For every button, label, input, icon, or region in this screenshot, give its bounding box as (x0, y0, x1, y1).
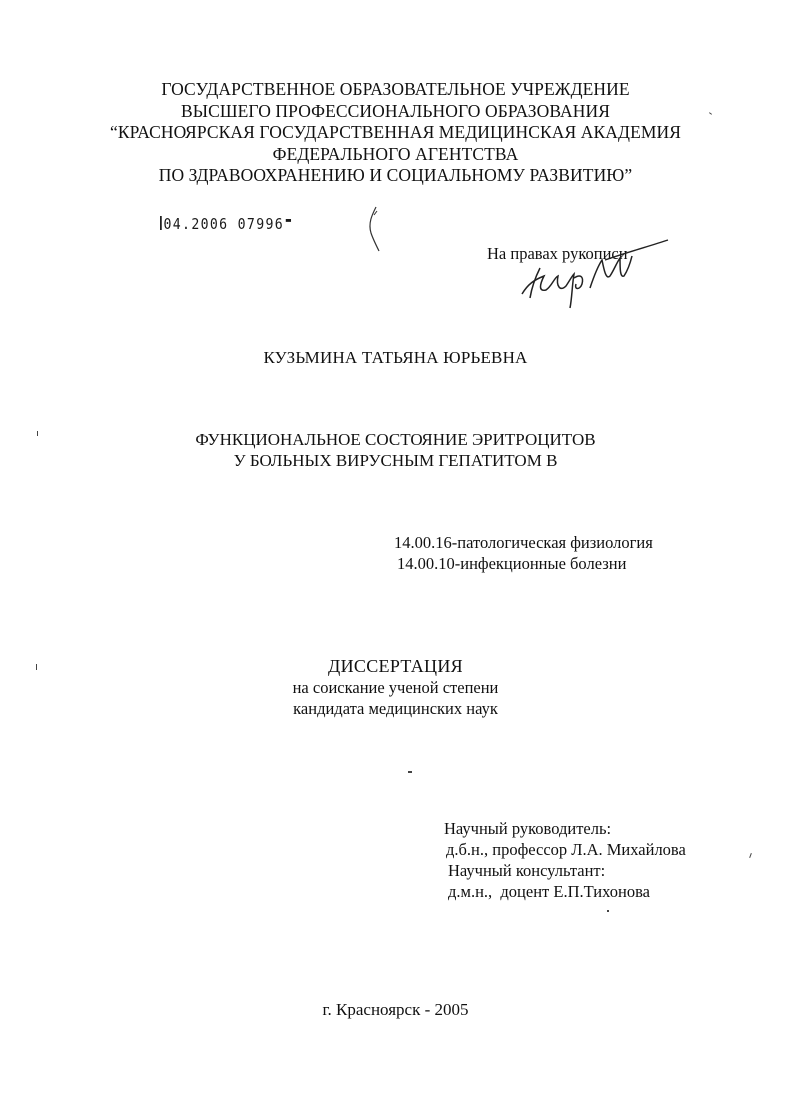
manuscript-label: На правах рукописи (487, 244, 628, 263)
institution-line: “КРАСНОЯРСКАЯ ГОСУДАРСТВЕННАЯ МЕДИЦИНСКАЯ АКАДЕМИЯ (109, 122, 682, 142)
specialty-codes (394, 532, 653, 574)
scan-speck (749, 853, 752, 858)
degree-line: кандидата медицинских наук (293, 699, 498, 718)
specialty-item: 14.00.16-патологическая физиология (394, 533, 653, 552)
institution-header (0, 79, 791, 187)
consultant-label: Научный консультант: (448, 861, 606, 880)
dissertation-title (0, 429, 791, 471)
scan-speck (607, 910, 609, 912)
stamp-number: 04.2006 07996 (163, 215, 284, 233)
supervisor-label: Научный руководитель: (444, 819, 612, 838)
degree-line: на соискание ученой степени (292, 678, 499, 697)
stamp-dash-mark: ▬ (285, 215, 293, 226)
author-name: КУЗЬМИНА ТАТЬЯНА ЮРЬЕВНА (263, 348, 528, 367)
dissertation-block (0, 655, 791, 719)
specialty-item: 14.00.10-инфекционные болезни (397, 554, 627, 573)
institution-line: ВЫСШЕГО ПРОФЕССИОНАЛЬНОГО ОБРАЗОВАНИЯ (180, 100, 611, 121)
scan-speck (408, 771, 412, 773)
supervisor-name: д.б.н., профессор Л.А. Михайлова (446, 840, 686, 859)
title-line: У БОЛЬНЫХ ВИРУСНЫМ ГЕПАТИТОМ В (233, 451, 558, 470)
registration-stamp (160, 215, 292, 233)
signature (510, 236, 670, 316)
stamp-bar-mark (160, 216, 162, 230)
title-line: ФУНКЦИОНАЛЬНОЕ СОСТОЯНИЕ ЭРИТРОЦИТОВ (195, 430, 596, 449)
institution-line: ГОСУДАРСТВЕННОЕ ОБРАЗОВАТЕЛЬНОЕ УЧРЕЖДЕНИЕ (161, 79, 630, 99)
institution-line: ПО ЗДРАВООХРАНЕНИЮ И СОЦИАЛЬНОМУ РАЗВИТИЮ” (158, 165, 633, 185)
city-year: г. Красноярск - 2005 (322, 1000, 469, 1019)
supervisors-block (444, 818, 686, 902)
consultant-name: д.м.н., доцент Е.П.Тихонова (448, 882, 650, 901)
scan-speck (37, 431, 38, 436)
pencil-mark (362, 205, 392, 255)
institution-line: ФЕДЕРАЛЬНОГО АГЕНТСТВА (272, 143, 519, 164)
dissertation-heading: ДИССЕРТАЦИЯ (328, 656, 463, 676)
scan-speck (36, 664, 37, 670)
